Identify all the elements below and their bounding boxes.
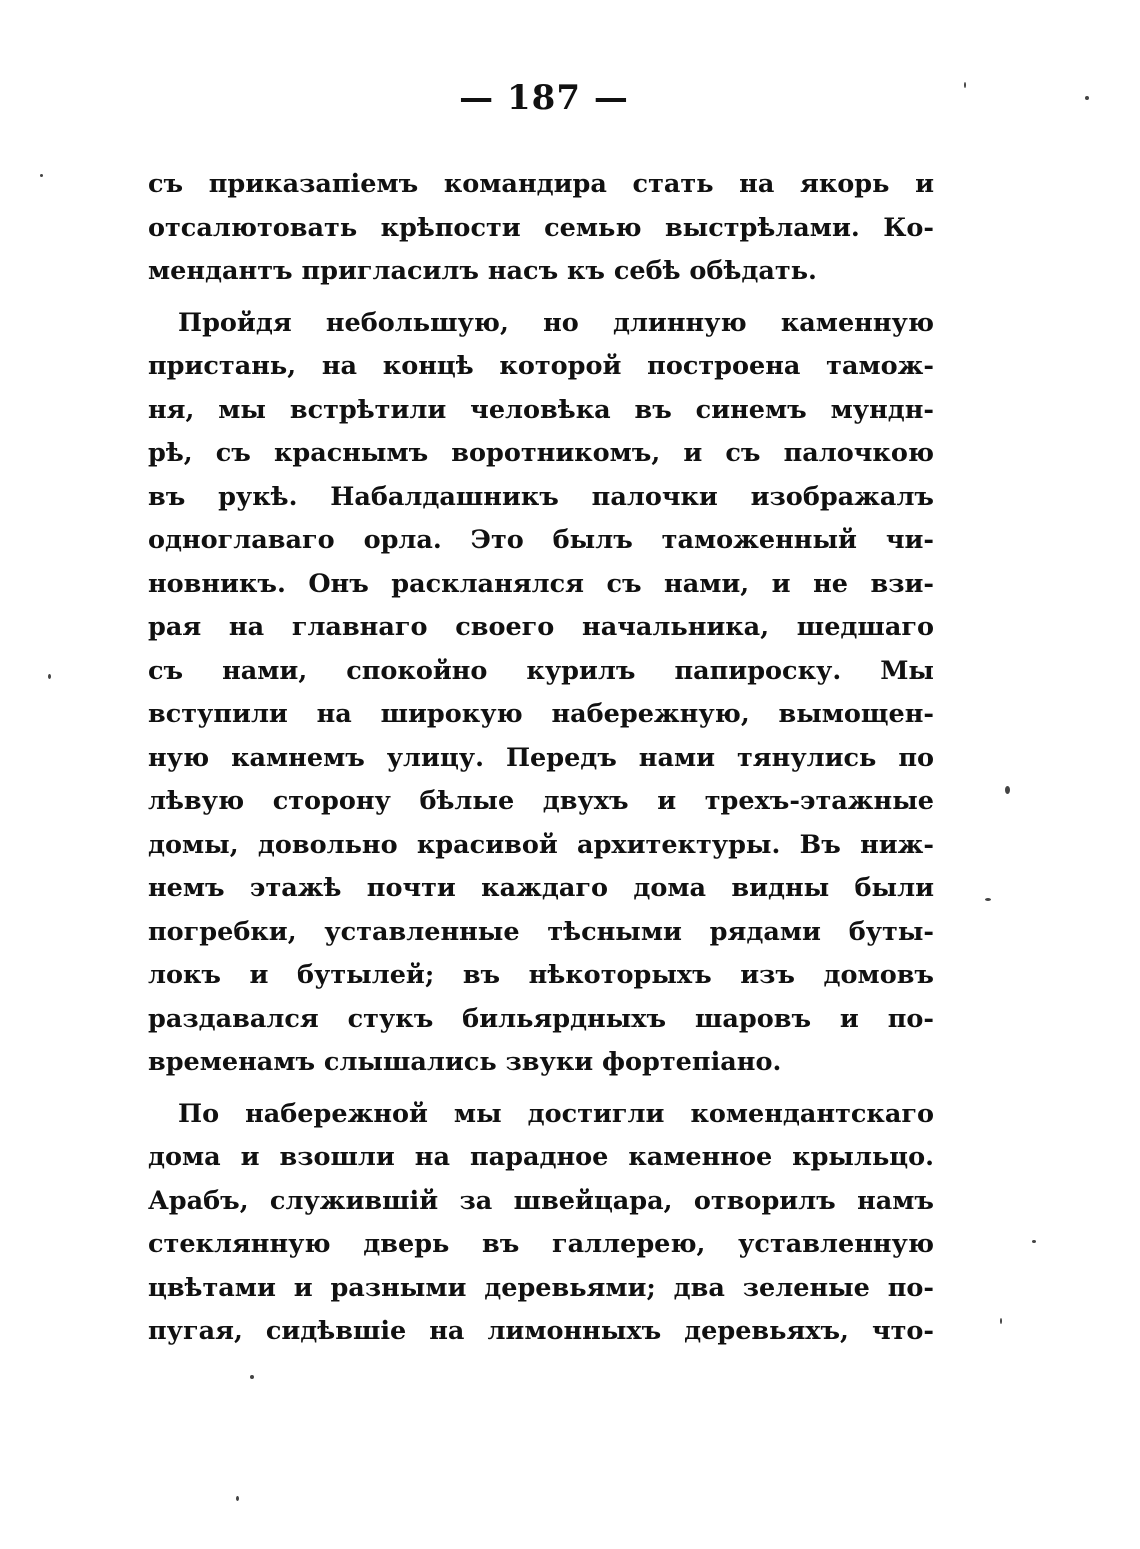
text-line: съ нами, спокойно курилъ папироску. Мы [148,655,934,686]
text-line: Арабъ, служившій за швейцара, отворилъ намъ [148,1185,934,1216]
scan-speck [985,898,991,901]
text-line: временамъ слышались звуки фортепіано. [148,1047,782,1077]
text-line: рая на главнаго своего начальника, шедшаго [148,612,934,642]
text-line: одноглаваго орла. Это былъ таможенный чи- [148,525,934,555]
page-number: — 187 — [459,78,629,118]
scan-speck [1085,96,1089,100]
text-line: вступили на широкую набережную, вымощен- [148,699,934,729]
scan-speck [40,174,43,177]
scan-speck [236,1496,239,1501]
text-line: дома и взошли на парадное каменное крыльцо. [148,1142,934,1172]
scan-speck [250,1375,254,1379]
text-line: отсалютовать крѣпости семью выстрѣлами. Ко- [148,212,934,243]
scan-speck [1032,1240,1036,1243]
text-line: въ рукѣ. Набалдашникъ палочки изображалъ [148,481,934,512]
text-line: стеклянную дверь въ галлерею, уставленную [148,1229,934,1259]
scan-speck [1000,1318,1002,1324]
scan-speck [1005,786,1010,794]
paragraph-3 [148,1093,934,1354]
text-line: раздавался стукъ бильярдныхъ шаровъ и по- [148,1003,934,1034]
text-line: погребки, уставленные тѣсными рядами буты- [148,916,934,947]
text-line: мендантъ пригласилъ насъ къ себѣ обѣдать. [148,256,817,286]
scan-speck [48,674,51,679]
text-line: ня, мы встрѣтили человѣка въ синемъ мундн- [148,394,934,425]
scan-speck [964,82,966,88]
text-line: съ приказапіемъ командира стать на якорь и [148,169,934,199]
text-line: Пройдя небольшую, но длинную каменную [178,307,934,338]
text-line: пристань, на концѣ которой построена тамож- [148,351,934,381]
text-line: немъ этажѣ почти каждаго дома видны были [148,873,934,903]
text-line: домы, довольно красивой архитектуры. Въ ниж- [148,829,934,860]
text-line: ную камнемъ улицу. Передъ нами тянулись по [148,742,934,773]
text-line: По набережной мы достигли комендантскаго [178,1098,934,1129]
text-line: локъ и бутылей; въ нѣкоторыхъ изъ домовъ [148,960,934,990]
text-line: новникъ. Онъ раскланялся съ нами, и не взи- [148,568,934,599]
text-line: рѣ, съ краснымъ воротникомъ, и съ палочкою [148,438,934,468]
text-line: лѣвую сторону бѣлые двухъ и трехъ-этажные [148,786,934,816]
paragraph-2 [148,302,934,1085]
body-text [148,163,934,1354]
text-line: пугая, сидѣвшіе на лимонныхъ деревьяхъ, что- [148,1316,934,1346]
paragraph-1 [148,163,934,294]
text-line: цвѣтами и разными деревьями; два зеленые по- [148,1272,934,1303]
